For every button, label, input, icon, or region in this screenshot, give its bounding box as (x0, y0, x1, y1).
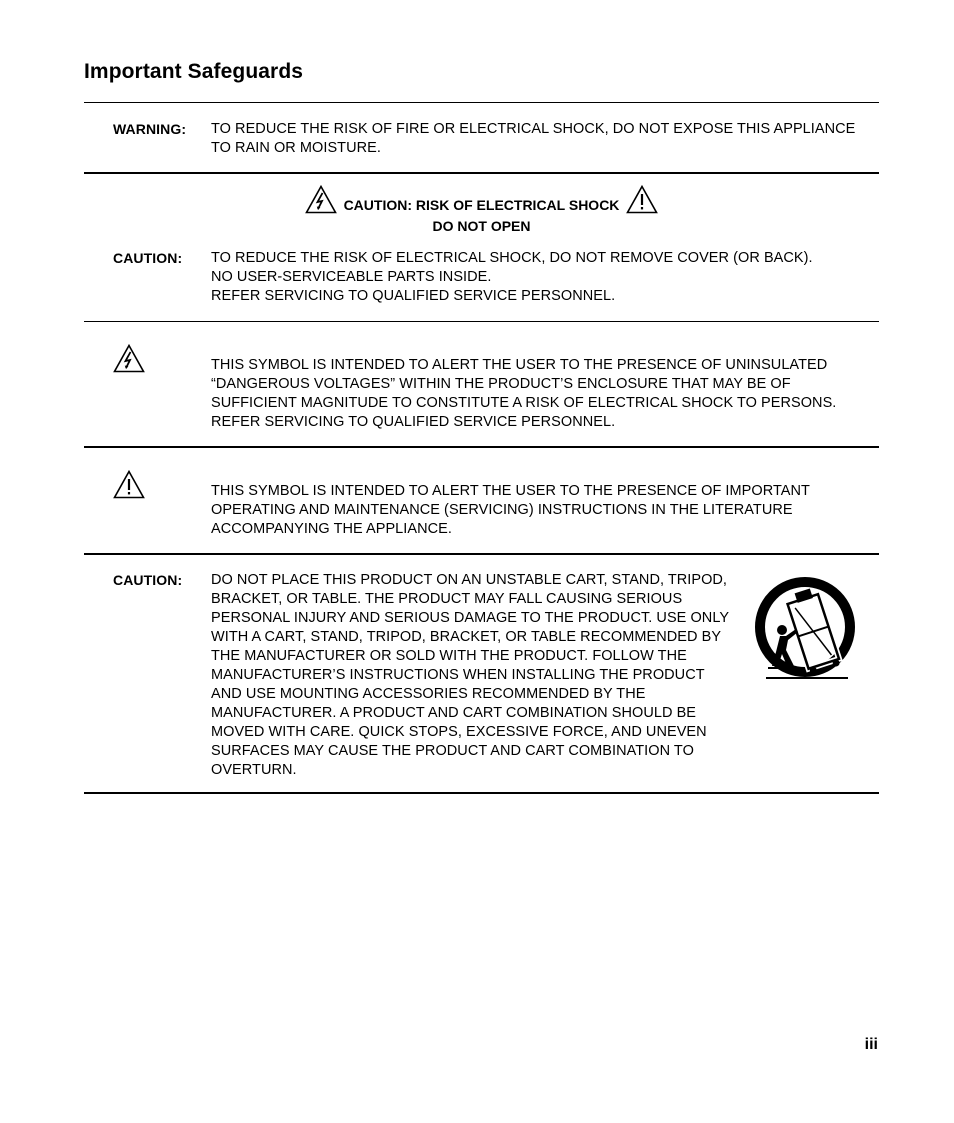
caution-shock-text (211, 249, 813, 306)
text-line: THE MANUFACTURER OR SOLD WITH THE PRODUCT. FOLLOW THE (211, 648, 687, 664)
divider (84, 172, 879, 174)
divider (84, 321, 879, 322)
caution-label: CAUTION: (113, 572, 183, 588)
text-line: THIS SYMBOL IS INTENDED TO ALERT THE USER TO THE PRESENCE OF IMPORTANT (211, 483, 810, 499)
text-line: THIS SYMBOL IS INTENDED TO ALERT THE USER TO THE PRESENCE OF UNINSULATED (211, 357, 828, 373)
text-line: TO REDUCE THE RISK OF ELECTRICAL SHOCK, DO NOT REMOVE COVER (OR BACK). (211, 250, 813, 266)
warning-label: WARNING: (113, 121, 187, 137)
divider (84, 446, 879, 448)
text-line: MANUFACTURER. A PRODUCT AND CART COMBINATION SHOULD BE (211, 705, 697, 721)
text-line: NO USER-SERVICEABLE PARTS INSIDE. (211, 269, 492, 285)
text-line: MANUFACTURER’S INSTRUCTIONS WHEN INSTALLING THE PRODUCT (211, 667, 705, 683)
exclamation-triangle-icon (113, 470, 145, 499)
text-line: OPERATING AND MAINTENANCE (SERVICING) INSTRUCTIONS IN THE LITERATURE (211, 502, 793, 518)
voltage-symbol-text (211, 356, 836, 432)
text-line: SUFFICIENT MAGNITUDE TO CONSTITUTE A RISK OF ELECTRICAL SHOCK TO PERSONS. (211, 395, 837, 411)
page-number: iii (864, 1036, 878, 1053)
text-line: PERSONAL INJURY AND SERIOUS DAMAGE TO THE PRODUCT. USE ONLY (211, 610, 730, 626)
cart-tip-over-icon (752, 574, 858, 680)
text-line: SURFACES MAY CAUSE THE PRODUCT AND CART COMBINATION TO (211, 743, 694, 759)
text-line: MOVED WITH CARE. QUICK STOPS, EXCESSIVE FORCE, AND UNEVEN (211, 724, 707, 740)
exclamation-symbol-text (211, 482, 810, 539)
lightning-triangle-icon (113, 344, 145, 373)
shock-heading-text: CAUTION: RISK OF ELECTRICAL SHOCK (343, 197, 620, 213)
page-title: Important Safeguards (84, 60, 304, 83)
lightning-triangle-icon (305, 185, 337, 214)
shock-subheading: DO NOT OPEN (432, 218, 531, 234)
exclamation-triangle-icon (626, 185, 658, 214)
text-line: REFER SERVICING TO QUALIFIED SERVICE PERSONNEL. (211, 288, 616, 304)
divider (84, 553, 879, 555)
text-line: “DANGEROUS VOLTAGES” WITHIN THE PRODUCT’S ENCLOSURE THAT MAY BE OF (211, 376, 791, 392)
text-line: OVERTURN. (211, 762, 297, 778)
text-line: ACCOMPANYING THE APPLIANCE. (211, 521, 452, 537)
text-line: TO RAIN OR MOISTURE. (211, 140, 381, 156)
text-line: DO NOT PLACE THIS PRODUCT ON AN UNSTABLE CART, STAND, TRIPOD, (211, 572, 728, 588)
divider (84, 792, 879, 794)
shock-caution-heading (84, 184, 879, 234)
warning-text (211, 120, 855, 158)
caution-label: CAUTION: (113, 250, 183, 266)
text-line: AND USE MOUNTING ACCESSORIES RECOMMENDED BY THE (211, 686, 646, 702)
text-line: WITH A CART, STAND, TRIPOD, BRACKET, OR TABLE RECOMMENDED BY (211, 629, 722, 645)
text-line: REFER SERVICING TO QUALIFIED SERVICE PERSONNEL. (211, 414, 616, 430)
caution-cart-text (211, 571, 729, 780)
divider (84, 102, 879, 103)
text-line: BRACKET, OR TABLE. THE PRODUCT MAY FALL CAUSING SERIOUS (211, 591, 683, 607)
text-line: TO REDUCE THE RISK OF FIRE OR ELECTRICAL SHOCK, DO NOT EXPOSE THIS APPLIANCE (211, 121, 856, 137)
